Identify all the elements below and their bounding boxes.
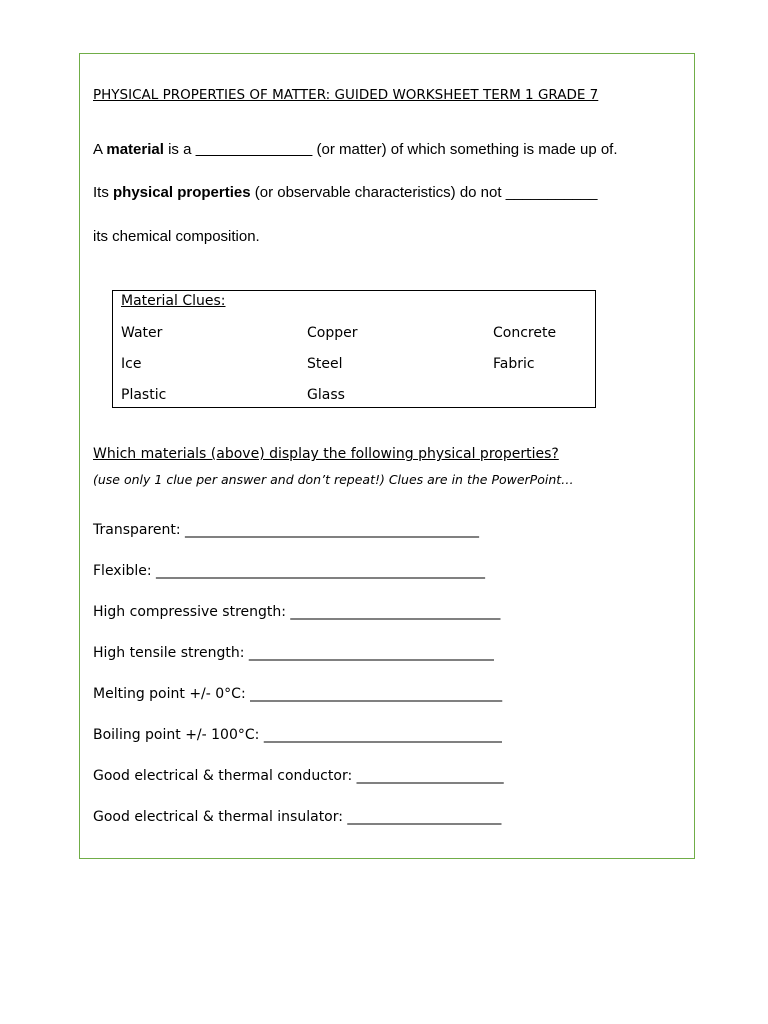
clue-item: Water (121, 325, 163, 341)
property-answer-line[interactable]: High tensile strength: ___________________________________ (93, 645, 494, 661)
line2-post[interactable]: (or observable characteristics) do not ___________ (250, 184, 598, 201)
instruction-note: (use only 1 clue per answer and don’t repeat!) Clues are in the PowerPoint… (93, 472, 574, 487)
chemical-composition-line: its chemical composition. (93, 228, 260, 245)
property-answer-line[interactable]: Flexible: _______________________________________________ (93, 563, 486, 579)
material-blank[interactable]: ______________ (195, 141, 313, 158)
line2-pre: Its (93, 184, 114, 201)
clue-item: Plastic (121, 387, 167, 403)
question-heading: Which materials (above) display the following physical properties? (93, 446, 559, 462)
clue-item: Fabric (493, 356, 535, 372)
clue-item: Steel (307, 356, 343, 372)
line1-mid: is a (163, 141, 196, 158)
clue-item: Glass (307, 387, 345, 403)
property-answer-line[interactable]: Transparent: __________________________________________ (93, 522, 480, 538)
physical-properties-term: physical properties (113, 184, 251, 201)
line1-post: (or matter) of which something is made up of. (312, 141, 618, 158)
property-answer-line[interactable]: High compressive strength: ______________________________ (93, 604, 501, 620)
line1-pre: A (93, 141, 107, 158)
clue-item: Ice (121, 356, 142, 372)
physical-properties-definition (93, 184, 597, 201)
clue-item: Copper (307, 325, 358, 341)
property-answer-line[interactable]: Good electrical & thermal insulator: ______________________ (93, 809, 502, 825)
property-answer-line[interactable]: Good electrical & thermal conductor: _____________________ (93, 768, 504, 784)
property-answer-line[interactable]: Boiling point +/- 100°C: __________________________________ (93, 727, 502, 743)
material-clues-box (112, 290, 596, 408)
worksheet-title: PHYSICAL PROPERTIES OF MATTER: GUIDED WORKSHEET TERM 1 GRADE 7 (93, 87, 599, 103)
property-answer-line[interactable]: Melting point +/- 0°C: ____________________________________ (93, 686, 503, 702)
material-definition (93, 141, 618, 158)
material-term: material (106, 141, 164, 158)
clues-heading: Material Clues: (121, 293, 226, 309)
clue-item: Concrete (493, 325, 557, 341)
